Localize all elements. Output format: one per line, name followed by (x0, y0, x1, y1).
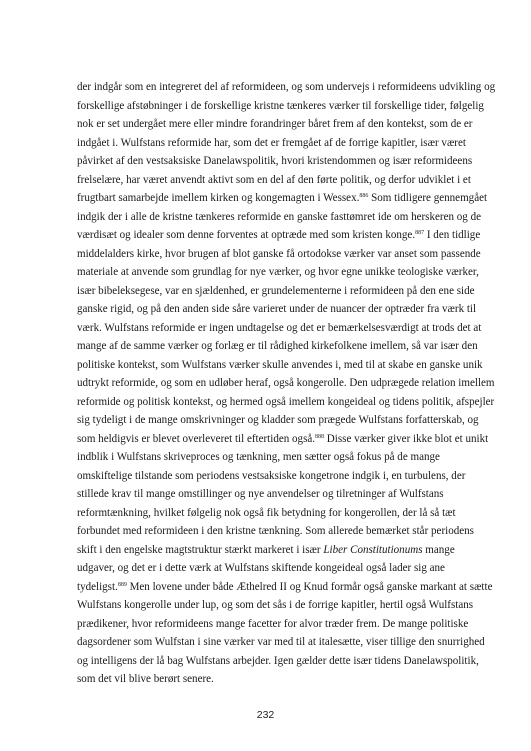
text-line: indblik i Wulfstans skriveproces og tænkning, men sætter også fokus på de mange (77, 451, 440, 463)
text-line: mange af de samme værker og forlæg er til rådighed kirkefolkene imellem, så var især den (77, 340, 478, 352)
text-line: materiale at anvende som grundlag for nye værker, og hvor egne unikke teologiske værker, (77, 266, 479, 278)
text-line (77, 578, 493, 597)
text-line: forbundet med reformideen i den kristne tænkning. Som allerede bemærket står periodens (77, 525, 474, 537)
text-line: nok er set undergået mere eller mindre forandringer båret frem af den kontekst, som de er (77, 118, 473, 130)
text-line: prædikener, hvor reformideens mange facetter for alvor træder frem. De mange politiske (77, 617, 469, 630)
text-line: Wulfstans kongerolle under lup, og som det sås i de forrige kapitler, hertil også Wulfstans (77, 599, 474, 611)
footnote-ref[interactable]: 888 (315, 433, 325, 440)
text-line (77, 226, 481, 245)
text-line: udtrykt reformide, og som en udløber heraf, også kongerolle. Den udprægede relation imellem (77, 377, 495, 389)
text-line: dagsordener som Wulfstan i sine værker var med til at italesætte, viser tillige den snurrighed (77, 636, 485, 648)
text-line: især bibeleksegese, var en sjældenhed, er grundelementerne i reformideen på den ene side (77, 284, 475, 297)
text-line: reformide og politisk kontekst, og hermed også imellem kongeideal og tidens politik, afspejler (77, 395, 495, 408)
text-line: reformtænkning, hvilket følgelig nok også fik betydning for kongerollen, der lå så tæt (77, 506, 456, 519)
text-line: omskiftelige tilstande som periodens vestsaksiske kongetrone indgik i, en turbulens, der (77, 469, 466, 482)
text-line: sig tydeligt i de mange omskrivninger og kladder som prægede Wulfstans forfatterskab, og (77, 414, 479, 426)
footnote-ref[interactable]: 886 (359, 193, 369, 199)
text-segment: mange (422, 543, 455, 556)
text-segment: som heldigvis er blevet overleveret til eftertiden også. (77, 432, 316, 445)
page-number: 232 (256, 709, 275, 721)
text-line (77, 430, 489, 449)
text-line: frelselære, har været anvendt aktivt som en del af den førte politik, og derfor udviklet i et (77, 173, 471, 186)
text-line: som det vil blive berørt senere. (77, 673, 214, 685)
text-segment: tydeligst. (77, 580, 118, 593)
text-segment: I den tidlige (424, 229, 481, 241)
text-line: indgået i. Wulfstans reformide har, som det er fremgået af de forrige kapitler, især været (77, 136, 466, 149)
text-segment: Disse værker giver ikke blot et unikt (324, 432, 489, 445)
text-line: ganske rigid, og på den anden side såre varieret under de nuancer der optræder fra værk til (77, 303, 477, 315)
italic-title: Liber Constitutionums (323, 543, 423, 556)
footnote-ref[interactable]: 889 (117, 581, 127, 588)
body-paragraph (77, 78, 496, 689)
text-segment: Som tidligere gennemgået (368, 192, 488, 204)
text-line: indgik der i alle de kristne tænkeres reformide en ganske fasttømret ide om herskeren og de (77, 210, 481, 223)
text-segment: værdisæt og idealer som denne forventes at optræde med som kristen konge. (77, 229, 416, 241)
text-segment: skift i den engelske magtstruktur stærkt markeret i især (77, 543, 324, 556)
text-line: forskellige afstøbninger i de forskellige kristne tænkeres værker til forskellige tider, følgelig (77, 99, 484, 112)
text-line: politiske kontekst, som Wulfstans værker skulle anvendes i, med til at skabe en ganske unik (77, 358, 483, 371)
text-segment: frugtbart samarbejde imellem kirken og kongemagten i Wessex. (77, 192, 360, 204)
text-line: der indgår som en integreret del af reformideen, og som undervejs i reformideens udvikling og (77, 81, 496, 93)
text-line: værk. Wulfstans reformide er ingen undtagelse og det er bemærkelsesværdigt at trods det at (77, 321, 482, 334)
text-line: påvirket af den vestsaksiske Danelawspolitik, hvori kristendommen og især reformideens (77, 155, 473, 167)
text-line: og intelligens der lå bag Wulfstans arbejder. Igen gælder dette især tidens Danelawspolitik, (77, 654, 479, 667)
text-line (77, 541, 473, 560)
text-line: stillede krav til mange omstillinger og nye anvendelser og tilretninger af Wulfstans (77, 488, 444, 500)
footnote-ref[interactable]: 887 (415, 230, 425, 236)
text-line: udgaver, og det er i dette værk at Wulfstans skiftende kongeideal også lader sig ane (77, 562, 445, 574)
text-line (77, 189, 488, 208)
text-segment: Men lovene under både Æthelred II og Knud formår også ganske markant at sætte (126, 580, 493, 593)
text-line: middelalders kirke, hvor brugen af blot ganske få ortodokse værker var anset som passende (77, 247, 481, 260)
